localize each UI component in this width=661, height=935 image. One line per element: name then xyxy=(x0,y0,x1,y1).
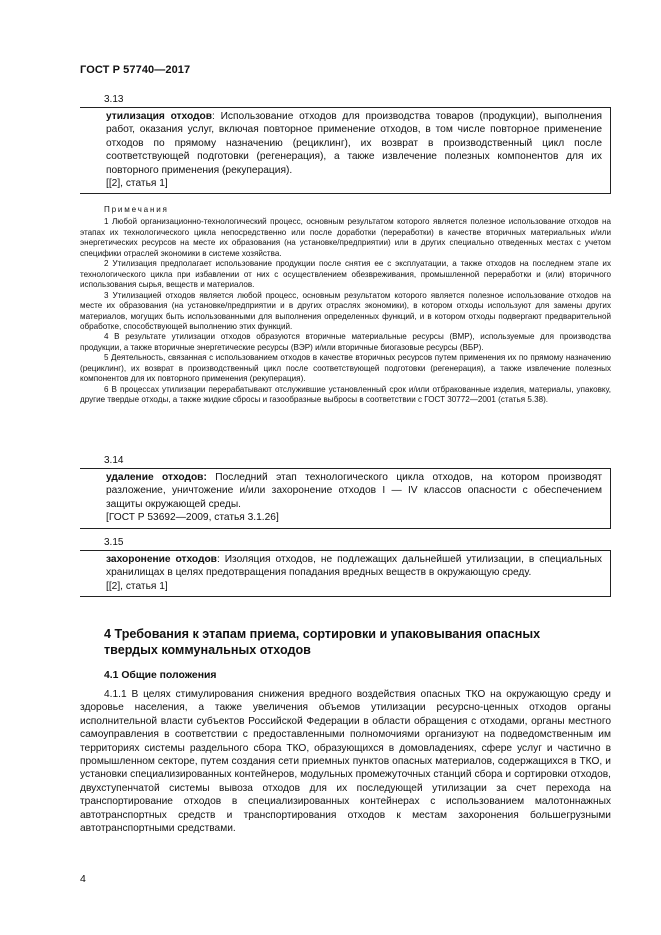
term-number: 3.14 xyxy=(104,455,124,466)
section-body xyxy=(80,688,611,835)
term-name: утилизация отходов xyxy=(106,111,212,122)
term-number: 3.15 xyxy=(104,537,124,548)
note-item: 1 Любой организационно-технологический процесс, основным результатом которого является полезное использование отходов на этапах их технологического цикла непосредственно или после доработки (переработки) в качестве вторичных материальных и/или энергетических ресурсов на месте их образования (на установке/предприятии) или в других специально отведенных местах с учетом специфики отраслей экономики в системе хозяйства. xyxy=(80,217,611,258)
body-paragraph: 4.1.1 В целях стимулирования снижения вредного воздействия опасных ТКО на окружающую среду и здоровье населения, а также увеличения объемов утилизации ресурсно-ценных отходов органы исполнительной власти субъектов Российской Федерации в области обращения с отходами, органы местного самоуправления в соответствии с предоставленными полномочиями организуют на подведомственным им территориях системы раздельного сбора ТКО, образующихся в домовладениях, сфере услуг и частично в промышленном секторе, путем создания сети приемных пунктов опасных материалов, содержащихся в ТКО, и установки специализированных контейнеров, модульных промежуточных станций сбора и сортировки отходов, двухступенчатой системы вывоза отходов для их последующей утилизации за счет перехода на транспортирование отходов в специализированных контейнерах с использованием малотоннажных автотранспортных средств и транспортирования отходов к местам захоронения большегрузными автотранспортными средствами. xyxy=(80,689,611,835)
term-definition-text: Последний этап технологического цикла отходов, на котором производят разложение, уничтожение и/или захоронение отходов I — IV классов опасности с обеспечением защиты окружающей среды. xyxy=(106,472,602,510)
term-definition-text: : Изоляция отходов, не подлежащих дальнейшей утилизации, в специальных хранилищах в целях предотвращения попадания вредных веществ в окружающую среду. xyxy=(106,554,602,579)
term-definition xyxy=(106,553,602,580)
note-item: 2 Утилизация предполагает использование продукции после снятия ее с эксплуатации, а также отходов на последнем этапе их технологического цикла при избавлении от них с осуществлением обезвреживания, промышленной переработки и (или) вторичного использования сырья, веществ и материалов. xyxy=(80,259,611,290)
note-item: 4 В результате утилизации отходов образуются вторичные материальные ресурсы (ВМР), используемые для производства продукции, а также вторичные энергетические ресурсы (ВЭР) и/или вторичные биогазовые ресурсы (ВБР). xyxy=(80,332,611,352)
notes-block xyxy=(80,205,611,406)
notes-title: Примечания xyxy=(104,205,169,214)
section-title: 4 Требования к этапам приема, сортировки и упаковывания опасных твердых коммунальных отходов xyxy=(104,627,541,657)
term-reference: [[2], статья 1] xyxy=(106,178,168,190)
term-reference: [ГОСТ Р 53692—2009, статья 3.1.26] xyxy=(106,512,279,524)
term-name: захоронение отходов xyxy=(106,554,217,565)
term-box-3-13 xyxy=(80,107,611,194)
term-box-3-15 xyxy=(80,550,611,597)
subsection-title: 4.1 Общие положения xyxy=(104,670,217,681)
note-item: 5 Деятельность, связанная с использованием отходов в качестве вторичных ресурсов путем применения их по прямому назначению (рециклинг), их возврат в производственный цикл после соответствующей подготовки (регенерация), а также извлечение полезных компонентов для их повторного применения (рекуперация). xyxy=(80,353,611,384)
document-header: ГОСТ Р 57740—2017 xyxy=(80,64,191,76)
term-name: удаление отходов: xyxy=(106,472,207,483)
note-item: 6 В процессах утилизации перерабатывают отслужившие установленный срок и/или отбракованные изделия, материалы, упаковку, другие твердые отходы, а также жидкие сбросы и газообразные выбросы в соответствии с ГОСТ 30772—2001 (статья 5.38). xyxy=(80,384,611,405)
term-definition xyxy=(106,471,602,511)
term-reference: [[2], статья 1] xyxy=(106,580,168,592)
note-item: 3 Утилизацией отходов является любой процесс, основным результатом которого является полезное использование отходов на месте их образования (на установке/предприятии и в других отраслях экономики), в котором отходы используют для замены других материалов, могущих быть использованными для выполнения определенных функций, и в котором отходы подвергают предварительной обработке, способствующей выполнению этих функций. xyxy=(80,290,611,331)
page-number: 4 xyxy=(80,873,86,885)
term-definition xyxy=(106,110,602,177)
term-number: 3.13 xyxy=(104,94,124,105)
term-definition-text: : Использование отходов для производства товаров (продукции), выполнения работ, оказания услуг, включая повторное применение отходов, в том числе повторное применение отходов по прямому назначению (рециклинг), их возврат в производственный цикл после соответствующей подготовки (регенерация), а также извлечение полезных компонентов для их повторного применения (рекуперация). xyxy=(106,111,602,176)
term-box-3-14 xyxy=(80,468,611,529)
